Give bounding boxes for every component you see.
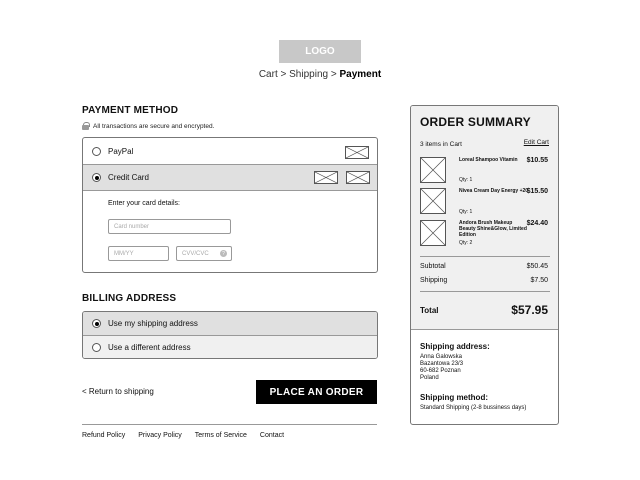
footer-link-privacy[interactable]: Privacy Policy [138,432,182,439]
product-qty: Qty: 2 [459,240,473,246]
secure-note [82,122,214,130]
product-price: $10.55 [526,157,548,164]
shipping-method-text: Standard Shipping (2-8 bussiness days) [420,405,527,411]
footer-links [82,432,284,439]
product-price: $24.40 [526,220,548,227]
different-address-radio[interactable] [92,343,101,352]
address-line: Poland [420,375,439,381]
product-image-icon [420,220,446,246]
total-label: Total [420,306,439,315]
order-summary-panel [411,106,558,330]
billing-option-same[interactable] [83,312,377,335]
product-name-line: Beauty Shine&Glow, Limited [459,226,527,232]
breadcrumb [0,69,640,80]
billing-address-title: BILLING ADDRESS [82,293,177,304]
credit-card-label: Credit Card [108,173,149,182]
product-qty: Qty: 1 [459,177,473,183]
logo[interactable]: LOGO [279,40,361,63]
different-address-label: Use a different address [108,343,191,352]
same-address-label: Use my shipping address [108,319,198,328]
product-name-line: Andora Brush Makeup [459,220,513,226]
breadcrumb-separator: > [277,69,290,80]
footer-divider [82,424,377,425]
subtotal-value: $50.45 [526,263,548,270]
paypal-label: PayPal [108,147,134,156]
breadcrumb-cart[interactable]: Cart [258,69,278,80]
cvv-input[interactable] [176,246,232,261]
lock-icon [82,122,89,130]
place-order-button[interactable]: PLACE AN ORDER [256,380,377,404]
card-details-label: Enter your card details: [108,200,180,207]
footer-link-contact[interactable]: Contact [259,432,285,439]
product-name: Nivea Cream Day Energy +20 [459,188,529,194]
help-icon[interactable]: ? [220,250,227,257]
breadcrumb-separator: > [328,69,340,80]
product-qty: Qty: 1 [459,209,473,215]
footer-link-terms[interactable]: Terms of Service [194,432,247,439]
address-line: Bazantowa 23/3 [420,361,464,367]
card-brand-logo-icon [346,171,370,184]
paypal-radio[interactable] [92,147,101,156]
shipping-value: $7.50 [530,277,548,284]
address-line: Anna Galowska [420,354,463,360]
shipping-label: Shipping [420,277,448,284]
expiry-input[interactable]: MM/YY [108,246,169,261]
product-image-icon [420,157,446,183]
subtotal-label: Subtotal [420,263,446,270]
shipping-method-title: Shipping method: [420,393,488,402]
cvv-placeholder: CVV/CVC [182,250,209,257]
payment-option-credit-card[interactable] [83,165,377,190]
secure-note-text: All transactions are secure and encrypted. [93,122,215,130]
divider [420,291,550,292]
breadcrumb-shipping[interactable]: Shipping [289,69,329,80]
order-summary-title: ORDER SUMMARY [420,115,531,129]
product-price: $15.50 [526,188,548,195]
total-value: $57.95 [511,303,548,317]
edit-cart-link[interactable]: Edit Cart [523,139,549,146]
payment-method-title: PAYMENT METHOD [82,105,179,116]
payment-options [82,137,378,273]
credit-card-radio[interactable] [92,173,101,182]
footer-link-refund[interactable]: Refund Policy [82,432,126,439]
billing-options [82,311,378,359]
product-name-line: Edition [459,232,476,238]
card-brand-logo-icon [314,171,338,184]
address-line: 60-682 Poznan [420,368,461,374]
billing-option-different[interactable] [83,336,377,359]
payment-option-paypal[interactable] [83,138,377,164]
order-summary [410,105,559,425]
card-number-input[interactable]: Card number [108,219,231,234]
product-image-icon [420,188,446,214]
divider [83,190,377,191]
divider [420,256,550,257]
same-address-radio[interactable] [92,319,101,328]
shipping-address-title: Shipping address: [420,342,490,351]
product-name: Loreal Shampoo Vitamin [459,157,518,163]
breadcrumb-payment: Payment [339,69,382,80]
return-to-shipping-link[interactable]: < Return to shipping [82,387,154,396]
paypal-logo-placeholder-icon [345,146,369,159]
items-count: 3 items in Cart [420,141,462,148]
